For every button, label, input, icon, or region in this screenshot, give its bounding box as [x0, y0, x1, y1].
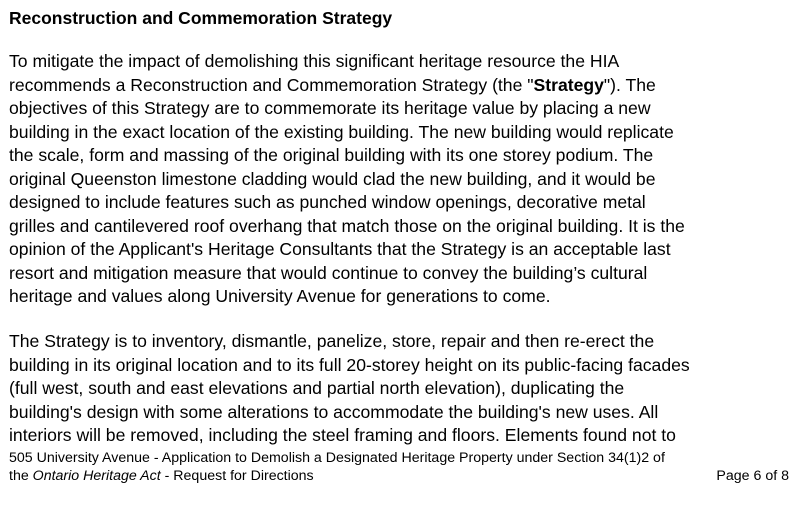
- text-line: building in the exact location of the existing building. The new building would replicate: [9, 121, 674, 142]
- footer-subtitle-line: [9, 467, 789, 485]
- page-number: Page 6 of 8: [716, 468, 789, 484]
- text-run: "). The: [603, 74, 656, 95]
- text-line: the scale, form and massing of the original building with its one storey podium. The: [9, 145, 654, 165]
- text-run: recommends a Reconstruction and Commemoration Strategy (the ": [9, 74, 534, 95]
- text-line: designed to include features such as punched window openings, decorative metal: [9, 192, 646, 212]
- text-run: - Request for Directions: [160, 468, 314, 484]
- text-line: The Strategy is to inventory, dismantle, panelize, store, repair and then re-erect the: [9, 331, 655, 351]
- footer-title-line: 505 University Avenue - Application to Demolish a Designated Heritage Property under Section 34(1)2 of: [9, 450, 665, 466]
- text-line: To mitigate the impact of demolishing this significant heritage resource the HIA: [9, 51, 620, 71]
- text-line: [9, 74, 794, 98]
- paragraph-strategy-process: [9, 330, 794, 448]
- text-line: (full west, south and east elevations and partial north elevation), duplicating the: [9, 378, 625, 398]
- italic-act-name: Ontario Heritage Act: [32, 468, 161, 484]
- text-line: resort and mitigation measure that would continue to convey the building’s cultural: [9, 262, 648, 283]
- paragraph-strategy-overview: [9, 50, 794, 309]
- bold-term-strategy: Strategy: [533, 74, 604, 95]
- section-heading: Reconstruction and Commemoration Strategy: [9, 8, 393, 28]
- text-line: opinion of the Applicant's Heritage Consultants that the Strategy is an acceptable last: [9, 239, 671, 259]
- text-line: grilles and cantilevered roof overhang that match those on the original building. It is the: [9, 215, 685, 236]
- text-line: heritage and values along University Avenue for generations to come.: [9, 286, 551, 306]
- text-line: building's design with some alterations to accommodate the building's new uses. All: [9, 401, 659, 422]
- text-run: the: [9, 468, 33, 484]
- text-line: original Queenston limestone cladding would clad the new building, and it would be: [9, 168, 656, 189]
- text-line: objectives of this Strategy are to commemorate its heritage value by placing a new: [9, 98, 651, 118]
- page-footer: [9, 449, 789, 485]
- text-line: interiors will be removed, including the steel framing and floors. Elements found not to: [9, 425, 676, 445]
- text-line: building in its original location and to its full 20-storey height on its public-facing facades: [9, 354, 690, 375]
